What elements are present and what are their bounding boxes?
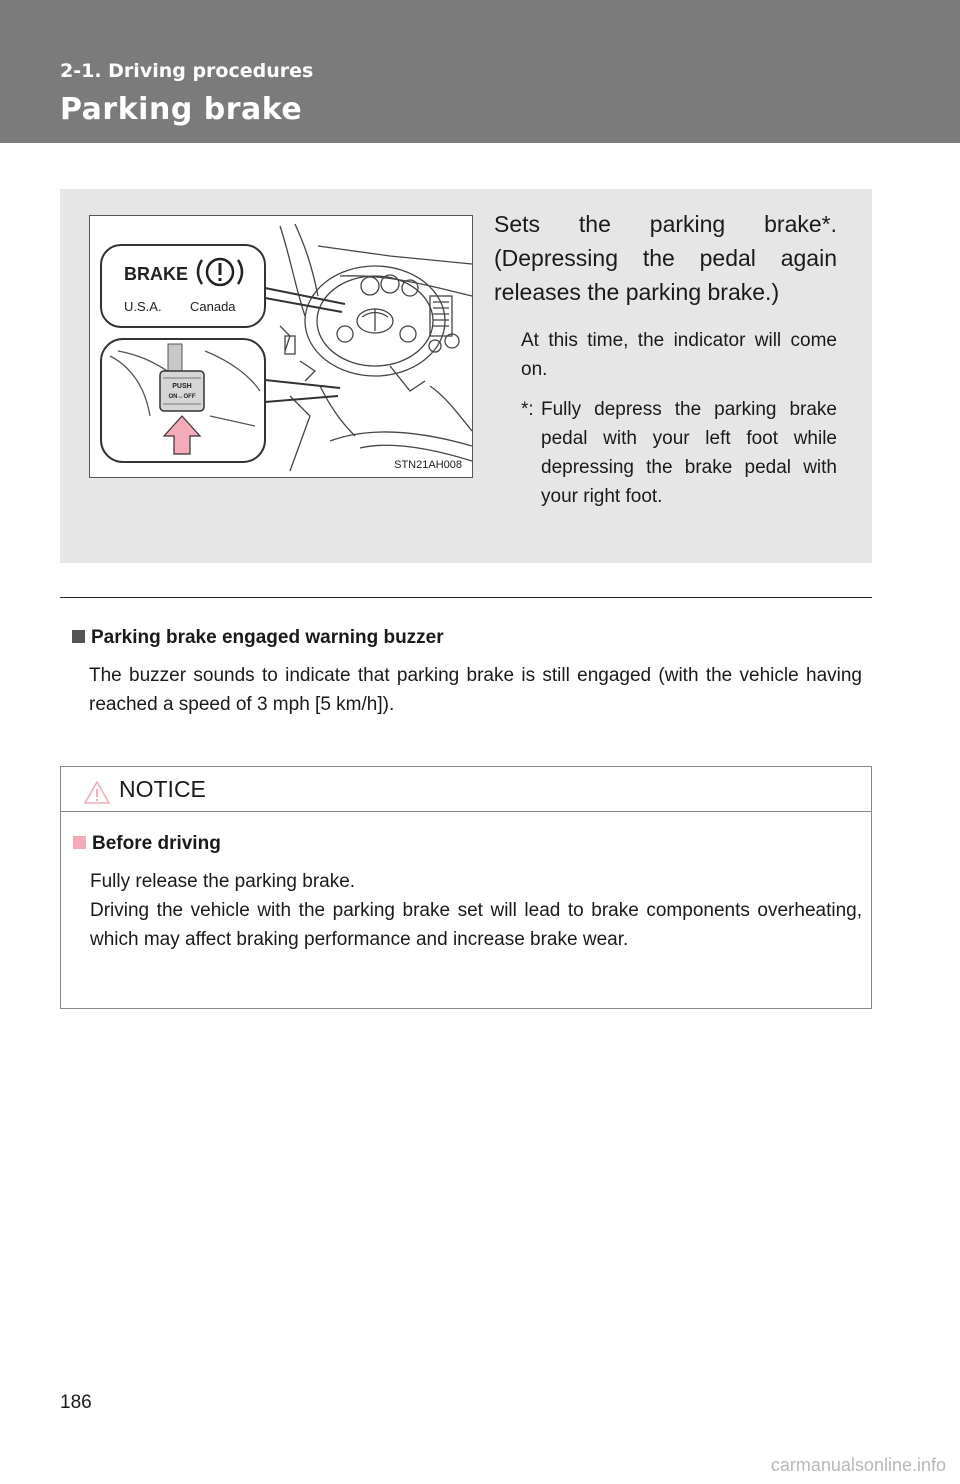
parking-brake-pedal bbox=[160, 371, 204, 411]
page-header bbox=[0, 0, 960, 143]
region-usa-label: U.S.A. bbox=[124, 299, 162, 314]
pedal-onoff-label: ON↔OFF bbox=[168, 394, 196, 400]
caution-triangle-icon bbox=[84, 781, 110, 804]
watermark: carmanualsonline.info bbox=[770, 1455, 946, 1475]
footnote bbox=[521, 395, 837, 511]
indicator-note: At this time, the indicator will come on. bbox=[521, 330, 837, 380]
notice-subheading-text: Before driving bbox=[92, 833, 221, 854]
notice-body bbox=[90, 867, 862, 954]
dashboard-drawing bbox=[90, 216, 472, 477]
notice-title: NOTICE bbox=[119, 776, 206, 802]
page-number: 186 bbox=[60, 1392, 92, 1413]
pedal-push-label: PUSH bbox=[172, 383, 192, 390]
brake-indicator-label: BRAKE bbox=[124, 264, 189, 284]
section-divider bbox=[60, 597, 872, 598]
square-bullet-icon bbox=[73, 836, 86, 849]
notice-line-2: Driving the vehicle with the parking brake set will lead to brake components overheating, which may affect braking performance and increase brake wear. bbox=[90, 900, 862, 950]
notice-header bbox=[61, 767, 871, 812]
instruction-box bbox=[60, 189, 872, 563]
parking-brake-illustration bbox=[89, 215, 473, 478]
section-label: 2-1. Driving procedures bbox=[60, 60, 314, 82]
buzzer-heading bbox=[72, 627, 444, 649]
figure-code: STN21AH008 bbox=[394, 459, 462, 471]
buzzer-body: The buzzer sounds to indicate that parking brake is still engaged (with the vehicle having reached a speed of 3 mph [5 km/h]). bbox=[89, 665, 862, 715]
region-canada-label: Canada bbox=[190, 299, 236, 314]
step-text: Sets the parking brake*. (Depressing the pedal again releases the parking brake.) bbox=[494, 211, 837, 305]
square-bullet-icon bbox=[72, 630, 85, 643]
page-title: Parking brake bbox=[60, 92, 303, 127]
notice-box bbox=[60, 766, 872, 1009]
notice-line-1: Fully release the parking brake. bbox=[90, 871, 356, 892]
buzzer-heading-text: Parking brake engaged warning buzzer bbox=[91, 627, 444, 648]
footnote-text: Fully depress the parking brake pedal with your left foot while depressing the brake pedal with your right foot. bbox=[541, 399, 837, 507]
footnote-mark: *: bbox=[521, 399, 534, 420]
notice-subheading bbox=[73, 833, 221, 855]
